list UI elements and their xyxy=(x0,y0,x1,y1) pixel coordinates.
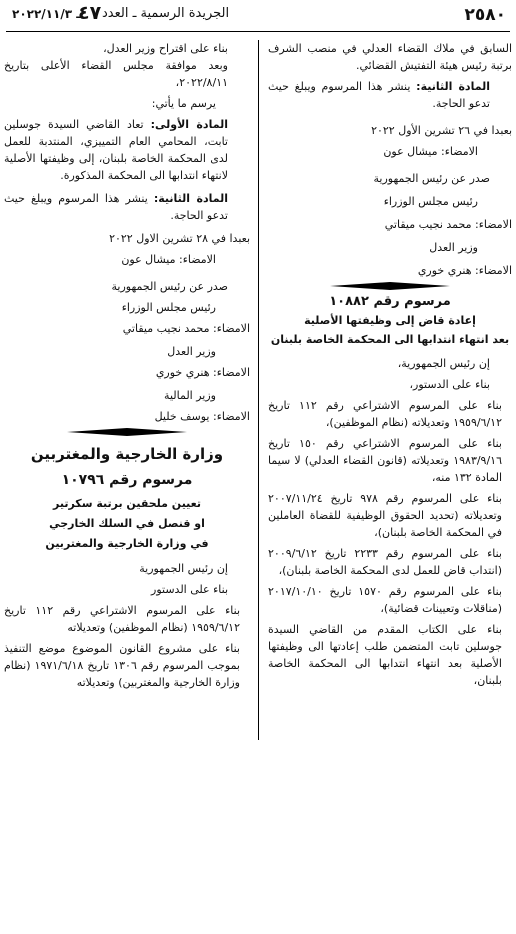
minister-title: وزير العدل xyxy=(167,345,216,358)
preamble-line: بناء على المرسوم رقم ١٥٧٠ تاريخ ٢٠١٧/١٠/١٠ (مناقلات وتعيينات قضائية)، xyxy=(268,585,502,615)
article-label: المادة الثانية: xyxy=(416,80,490,93)
article-2 xyxy=(4,190,250,224)
issue-date: ـ ٢٠٢٢/١١/٣ xyxy=(12,7,81,21)
preamble-line: إن رئيس الجمهورية xyxy=(139,562,228,575)
signature-president: الامضاء: ميشال عون xyxy=(383,145,478,158)
preamble-line: بناء على المرسوم رقم ٢٢٣٣ تاريخ ٢٠٠٩/٦/١٢ (انتداب قاض للعمل لدى المحكمة الخاصة بلبنان)، xyxy=(268,547,502,577)
section-separator xyxy=(330,282,450,290)
signature-finance-minister: الامضاء: يوسف خليل xyxy=(154,410,250,423)
decree-title: في وزارة الخارجية والمغتربين xyxy=(45,537,209,550)
signature-president: الامضاء: ميشال عون xyxy=(121,253,216,266)
preamble-line: بناء على المرسوم الاشتراعي رقم ١٥٠ تاريخ ١٩٨٣/٩/١٦ وتعديلاته (قانون القضاء العدلي) لا سيما المادة ١٣٢ منه، xyxy=(268,437,502,484)
decree-title: او قنصل في السلك الخارجي xyxy=(49,517,205,530)
decree-number: مرسوم رقم ١٠٧٩٦ xyxy=(61,472,193,488)
minister-title: وزير العدل xyxy=(429,241,478,254)
finance-minister-title: وزير المالية xyxy=(164,389,216,402)
preamble-line: بناء على المرسوم الاشتراعي رقم ١١٢ تاريخ ١٩٥٩/٦/١٢ (نظام الموظفين) وتعديلاته xyxy=(4,604,241,634)
article-text: ينشر هذا المرسوم ويبلغ حيث تدعو الحاجة. xyxy=(4,192,228,222)
signature-prime-minister: الامضاء: محمد نجيب ميقاتي xyxy=(384,218,512,231)
article-1 xyxy=(4,116,250,184)
publication-title: الجريدة الرسمية ـ العدد xyxy=(102,6,230,21)
article-label: المادة الأولى: xyxy=(150,118,228,131)
page-number: ٢٥٨٠ xyxy=(464,5,506,25)
article-label: المادة الثانية: xyxy=(153,192,228,205)
date-line: بعبدا في ٢٦ تشرين الأول ٢٠٢٢ xyxy=(371,124,512,137)
preamble-line: بناء على الدستور xyxy=(151,583,228,596)
article-2 xyxy=(268,78,512,112)
decree-title: تعيين ملحقين برتبة سكرتير xyxy=(52,497,202,510)
ministry-heading: وزارة الخارجية والمغتربين xyxy=(30,445,224,463)
issued-by: صدر عن رئيس الجمهورية xyxy=(111,280,228,293)
preamble-line: بناء على المرسوم رقم ٩٧٨ تاريخ ٢٠٠٧/١١/٢٤ وتعديلاته (تحديد الحقوق الوظيفية للقضاة العاملين في المحكمة الخاصة بلبنان)، xyxy=(268,492,502,539)
decree-title: إعادة قاض إلى وظيفتها الأصلية xyxy=(304,314,476,327)
article-text: تعاد القاضي السيدة جوسلين تابت، المحامي العام التمييزي، المنتدبة للعمل لدى المحكمة الخاصة بلبنان، إلى وظيفتها الأصلية لانتهاء انتدابها الى المحكمة المذكورة. xyxy=(4,118,228,182)
issue-number: ٤٧ xyxy=(78,2,102,24)
prime-minister-title: رئيس مجلس الوزراء xyxy=(121,301,216,314)
right-column xyxy=(268,40,512,689)
preamble-line: بناء على الدستور، xyxy=(409,378,490,391)
section-separator xyxy=(67,428,187,436)
header-rule xyxy=(6,31,510,32)
preamble-line: بناء على اقتراح وزير العدل، xyxy=(103,42,228,55)
column-divider xyxy=(258,40,259,740)
preamble-line: بناء على مشروع القانون الموضوع موضع التنفيذ بموجب المرسوم رقم ١٣٠٦ تاريخ ١٩٧١/٦/١٨ (نظام وزارة الخارجية والمغتربين) وتعديلاته xyxy=(4,642,240,689)
decree-number: مرسوم رقم ١٠٨٨٢ xyxy=(329,294,451,309)
issued-by: صدر عن رئيس الجمهورية xyxy=(373,172,490,185)
preamble-line: وبعد موافقة مجلس القضاء الأعلى بتاريخ ٢٠٢٢/٨/١١، xyxy=(4,59,228,89)
article-text: ينشر هذا المرسوم ويبلغ حيث تدعو الحاجة. xyxy=(268,80,490,110)
preamble-line: بناء على المرسوم الاشتراعي رقم ١١٢ تاريخ ١٩٥٩/٦/١٢ وتعديلاته (نظام الموظفين)، xyxy=(268,399,502,429)
decrees-heading: يرسم ما يأتي: xyxy=(151,97,216,110)
preamble-line: إن رئيس الجمهورية، xyxy=(397,357,490,370)
signature-prime-minister: الامضاء: محمد نجيب ميقاتي xyxy=(122,322,250,335)
date-line: بعبدا في ٢٨ تشرين الاول ٢٠٢٢ xyxy=(109,232,250,245)
decree-subtitle: بعد انتهاء انتدابها الى المحكمة الخاصة بلبنان xyxy=(270,333,510,346)
left-column xyxy=(4,40,250,691)
prime-minister-title: رئيس مجلس الوزراء xyxy=(383,195,478,208)
page-header xyxy=(6,2,510,28)
signature-minister: الامضاء: هنري خوري xyxy=(155,366,250,379)
signature-minister: الامضاء: هنري خوري xyxy=(417,264,512,277)
paragraph: السابق في ملاك القضاء العدلي في منصب الشرف برتبة رئيس هيئة التفتيش القضائي. xyxy=(268,42,512,72)
preamble-line: بناء على الكتاب المقدم من القاضي السيدة جوسلين تابت المتضمن طلب إعادتها الى وظيفتها الأصلية بعد انتهاء انتدابها الى المحكمة الخاصة بلبنان، xyxy=(268,623,502,687)
